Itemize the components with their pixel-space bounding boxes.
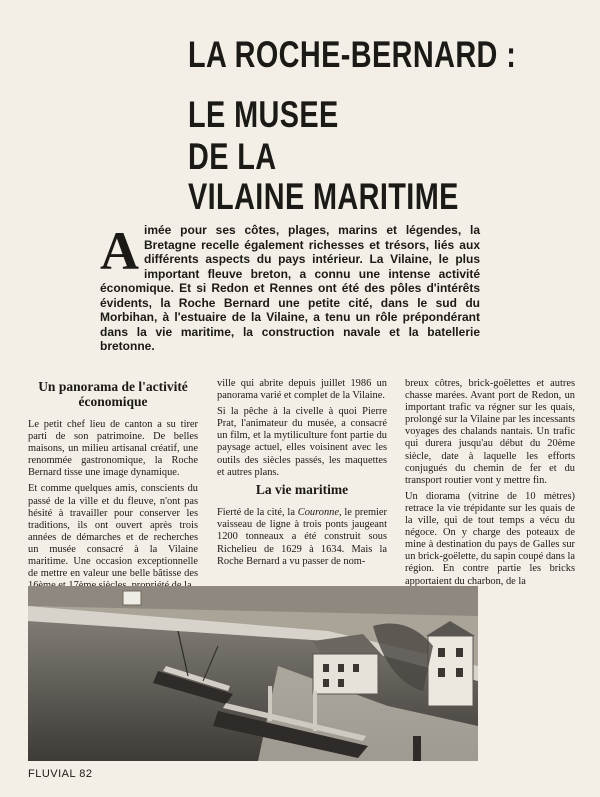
col3-paragraph-2: Un diorama (vitrine de 10 mètres) retrace la vie trépidante sur les quais de la ville, qui de tout temps a vécu du négoce. On y charge des poteaux de mine à destination du pays de Galles sur un brick-goëlette, du sapin coupé dans la région. En contre partie les bricks apportaient du charbon, de la	[405, 490, 575, 587]
intro-text: imée pour ses côtes, plages, marins et légendes, la Bretagne recelle également richesses et trésors, liés aux différents aspects du pays intérieur. La Vilaine, le plus important fleuve breton, a connu une intense activité économique. Et si Redon et Rennes ont été des pôles d'intérêts évidents, la Roche Bernard une petite cité, dans le sud du Morbihan, à l'estuaire de la Vilaine, a tenu un rôle prépondérant dans la vie maritime, la construction navale et la batellerie bretonne.	[100, 223, 480, 353]
page-folio: FLUVIAL 82	[28, 768, 93, 780]
col2-paragraph-3	[217, 507, 387, 567]
col2-paragraph-1: ville qui abrite depuis juillet 1986 un panorama varié et complet de la Vilaine.	[217, 378, 387, 402]
diorama-illustration	[28, 586, 478, 761]
col2-p3-end: , le premier vaisseau de ligne à trois ponts jaugeant 1200 tonneaux a été construit sous Richelieu de 1629 à 1634. Mais la Roche Bernard a vu passer de nom-	[217, 507, 388, 567]
drop-cap: A	[100, 221, 139, 281]
title-line-1: LA ROCHE-BERNARD :	[188, 34, 517, 75]
diorama-photo	[28, 586, 478, 761]
intro-paragraph	[100, 223, 480, 354]
col2-p3-start: Fierté de la cité, la	[217, 507, 298, 519]
col1-paragraph-2: Et comme quelques amis, conscients du passé de la ville et du fleuve, n'ont pas hésité à travailler pour conserver les traditions, ils ont ouvert après trois années de démarches et de recherches un musée consacré à la Vilaine maritime. Une occasion exceptionnelle de mettre en valeur une belle bâtisse des	[28, 483, 198, 580]
townhouse	[426, 621, 475, 706]
title-line-4: VILAINE MARITIME	[188, 176, 459, 217]
title-line-3: DE LA	[188, 136, 277, 177]
col3-paragraph-1: breux côtres, brick-goëlettes et autres chasse marées. Avant port de Redon, un important trafic va régner sur les quais, prolongé sur la Vilaine par les incessants voyages des chalands nantais. Un trafic qui durera jusqu'au début du 20ème siècle, date à laquelle les efforts conjugués du chemin de fer et du transport routier vont y mettre fin.	[405, 378, 575, 486]
column-2	[217, 378, 387, 572]
column-3	[405, 378, 575, 592]
section-heading-vie-maritime: La vie maritime	[255, 481, 349, 497]
title-line-2: LE MUSEE	[188, 94, 339, 135]
col2-paragraph-2: Si la pêche à la civelle à quoi Pierre Prat, l'animateur du musée, a consacré un film, et la mytiliculture font partie du paysage actuel, elles voisinent avec les outils des siècles passés, les maquettes et autres plans.	[217, 406, 387, 478]
ship-name: Couronne	[297, 507, 339, 519]
section-heading-panorama: Un panorama de l'activité économique	[38, 379, 188, 409]
column-1	[28, 378, 198, 596]
col1-paragraph-1: Le petit chef lieu de canton a su tirer parti de son patrimoine. De belles maisons, un milieu artisanal créatif, une renommée gastronomique, la Roche Bernard tisse une image dynamique.	[28, 419, 198, 479]
